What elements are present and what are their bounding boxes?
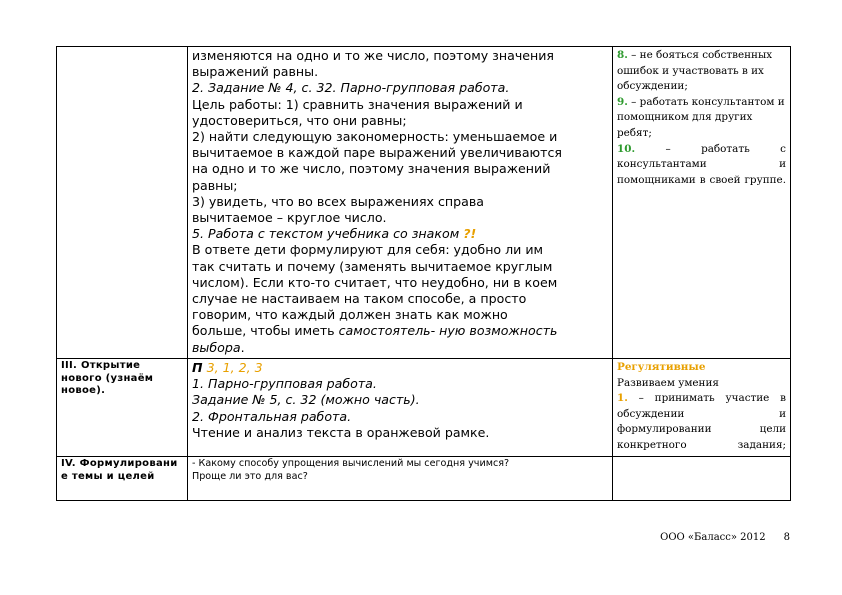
text-line bbox=[192, 323, 608, 339]
content-cell bbox=[188, 359, 613, 457]
text-line bbox=[192, 360, 608, 376]
text-line: изменяются на одно и то же число, поэтому значения bbox=[192, 48, 555, 63]
text-line: В ответе дети формулируют для себя: удобно ли им bbox=[192, 242, 544, 258]
text-plain: больше, чтобы иметь bbox=[192, 323, 335, 339]
item-number: 1. bbox=[617, 392, 628, 405]
skills-cell bbox=[613, 359, 791, 457]
item-number: 8. bbox=[617, 49, 628, 61]
skills-cell bbox=[613, 47, 791, 359]
text-line bbox=[192, 340, 608, 356]
text-line: говорим, что каждый должен знать как можно bbox=[192, 307, 508, 323]
footer-company: ООО «Баласс» 2012 bbox=[660, 532, 766, 543]
item-text: – не бояться собственных ошибок и участвовать в их обсуждении; bbox=[617, 49, 773, 93]
skill-item bbox=[617, 95, 786, 142]
item-number: 9. bbox=[617, 95, 628, 108]
task-heading: 2. Задание № 4, с. 32. Парно-групповая работа. bbox=[192, 80, 510, 96]
task-heading-text: 5. Работа с текстом учебника со знаком bbox=[192, 226, 460, 242]
item-text: – принимать участие в обсуждении и формулировании цели конкретного задания; bbox=[617, 392, 786, 451]
text-line: Цель работы: 1) сравнить значения выражений и bbox=[192, 96, 523, 112]
text-line: вычитаемое – круглое число. bbox=[192, 210, 387, 226]
text-line: вычитаемое в каждой паре выражений увеличиваются bbox=[192, 145, 562, 161]
skills-subheading: Развиваем умения bbox=[617, 376, 719, 389]
skill-item bbox=[617, 142, 786, 189]
item-number: 10. bbox=[617, 142, 636, 155]
table-row bbox=[57, 359, 791, 457]
text-line: 1. Парно-групповая работа. bbox=[192, 376, 377, 392]
stage-cell bbox=[57, 47, 188, 359]
content-cell bbox=[188, 47, 613, 359]
text-line: 3) увидеть, что во всех выраженияx справа bbox=[192, 193, 485, 209]
text-line: выражений равны. bbox=[192, 64, 319, 80]
text-line: числом). Если кто-то считает, что неудобно, ни в коем bbox=[192, 274, 558, 290]
text-italic: выбора bbox=[192, 339, 241, 355]
skill-item bbox=[617, 391, 786, 453]
item-text: – работать консультантом и помощником для других ребят; bbox=[617, 95, 785, 139]
text-line: - Какому способу упрощения вычислений мы сегодня учимся? bbox=[192, 458, 510, 469]
text-line: Задание № 5, с. 32 (можно часть). bbox=[192, 392, 420, 408]
text-line: Проще ли это для вас? bbox=[192, 470, 308, 482]
text-line: удостовериться, что они равны; bbox=[192, 112, 407, 128]
stage-title: III. Открытие нового (узнаём новое). bbox=[61, 360, 154, 396]
content-cell bbox=[188, 457, 613, 501]
task-heading bbox=[192, 226, 608, 242]
table-row bbox=[57, 457, 791, 501]
skill-item bbox=[617, 48, 786, 95]
page-number: 8 bbox=[783, 532, 790, 543]
text-line: на одно и то же число, поэтому значения выражений bbox=[192, 161, 551, 177]
text-italic: самостоятель- ную возможность bbox=[338, 323, 558, 339]
text-line: так считать и почему (заменять вычитаемое круглым bbox=[192, 258, 553, 274]
text-line: 2) найти следующую закономерность: уменьшаемое и bbox=[192, 129, 558, 145]
stage-title: IV. Формулировани е темы и целей bbox=[61, 458, 178, 482]
text-line: Чтение и анализ текста в оранжевой рамке. bbox=[192, 424, 490, 440]
text-plain: . bbox=[240, 339, 245, 355]
stage-cell bbox=[57, 359, 188, 457]
item-text: – работать с консультантами и помощниками в своей группе. bbox=[617, 142, 786, 186]
page-footer bbox=[660, 532, 790, 543]
table-row bbox=[57, 47, 791, 359]
lesson-table bbox=[56, 46, 791, 501]
p-label: П bbox=[192, 360, 203, 375]
skills-heading: Регулятивные bbox=[617, 361, 706, 373]
question-exclamation-sign: ?! bbox=[463, 226, 477, 242]
stage-cell bbox=[57, 457, 188, 501]
text-line: равны; bbox=[192, 177, 238, 193]
text-line: случае не настаиваем на таком способе, а просто bbox=[192, 291, 527, 307]
text-line: 2. Фронтальная работа. bbox=[192, 408, 352, 424]
p-numbers: 3, 1, 2, 3 bbox=[206, 360, 263, 375]
skills-cell bbox=[613, 457, 791, 501]
